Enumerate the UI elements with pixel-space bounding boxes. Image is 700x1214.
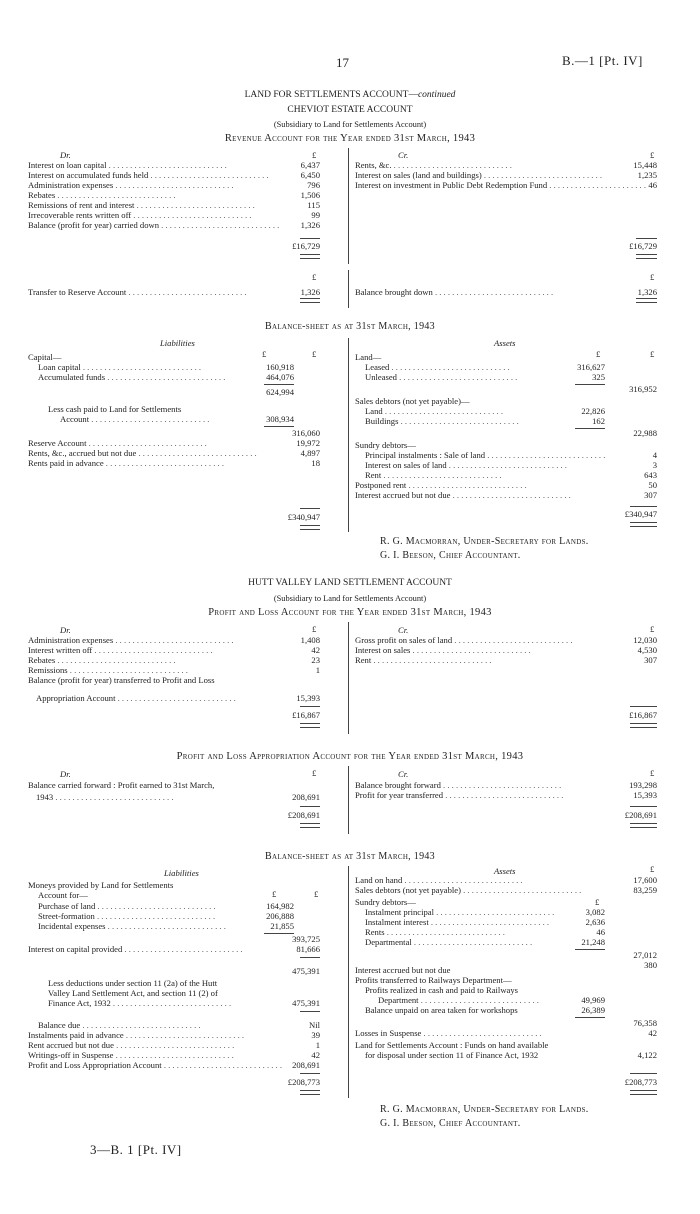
incidental-row: Incidental expenses . . 21,855 <box>38 921 294 932</box>
transfer-row: Transfer to Reserve Account . . 1,326 <box>28 287 320 298</box>
land-hand-row: Land on hand . . 17,600 <box>355 875 657 886</box>
cheviot-dr-row <box>28 170 320 180</box>
cheviot-dr-label: Interest on accumulated funds held . . <box>28 170 301 180</box>
pound-sign: £ <box>650 864 655 874</box>
hutt-dr-value: 23 <box>311 655 320 665</box>
hutt-cr-row <box>355 645 657 655</box>
sales-debtors-total: 22,988 <box>633 428 657 438</box>
purchase-row: Purchase of land . . 164,982 <box>38 901 294 912</box>
assets-heading: Assets <box>494 866 516 876</box>
dr-label: Dr. <box>60 769 71 779</box>
cheviot-dr-label: Irrecoverable rents written off . . <box>28 210 311 220</box>
sundry-total: 27,012 <box>633 950 657 960</box>
hutt-cr-label: Interest on sales . . <box>355 645 638 655</box>
cr-label: Cr. <box>398 769 409 779</box>
hutt-dr-total: £16,867 <box>292 710 320 720</box>
pound-sign: £ <box>650 272 655 282</box>
sundry-label: Sundry debtors— <box>355 897 416 907</box>
hutt-cr-total: £16,867 <box>629 710 657 720</box>
page-number: 17 <box>336 55 349 70</box>
signature-under-secretary: R. G. Macmorran, Under-Secretary for Lands. <box>380 536 589 547</box>
accum-funds-row: Accumulated funds . . 464,076 <box>38 372 294 383</box>
hutt-dr-label: Rebates . . <box>28 655 311 665</box>
hutt-dr-row <box>28 635 320 645</box>
app-dr-total: £208,691 <box>287 810 320 820</box>
cheviot-dr-row <box>28 180 320 190</box>
cheviot-dr-row <box>28 160 320 170</box>
pound-sign: £ <box>595 897 600 907</box>
cheviot-cr-list <box>355 160 657 190</box>
interest-sales-row: Interest on sales of land . . 3 <box>365 460 657 471</box>
pound-sign: £ <box>312 150 317 160</box>
cheviot-cr-row <box>355 180 657 190</box>
sundry-label: Sundry debtors— <box>355 440 416 450</box>
hutt-cr-row <box>355 655 657 665</box>
hutt-dr-row <box>28 655 320 665</box>
hutt-signature-accountant: G. I. Beeson, Chief Accountant. <box>380 1118 521 1129</box>
cheviot-dr-list <box>28 160 320 230</box>
rent-accr-row: Rent accrued but not due . . 1 <box>28 1040 320 1051</box>
lfs-row: for disposal under section 11 of Finance Act, 1932 4,122 <box>365 1050 657 1060</box>
hutt-signature-under-secretary: R. G. Macmorran, Under-Secretary for Lands. <box>380 1104 589 1115</box>
assets-heading: Assets <box>494 338 516 348</box>
hutt-dr-value: 42 <box>311 645 320 655</box>
cheviot-dr-value: 115 <box>307 200 320 210</box>
loan-capital-row: Loan capital . . 160,918 <box>38 362 294 373</box>
hutt-assets-total: £208,773 <box>624 1077 657 1087</box>
rent-row: Rent . . 643 <box>365 470 657 481</box>
app-cr-label: Balance brought forward . . <box>355 780 629 790</box>
hutt-cr-value: 4,530 <box>637 645 657 655</box>
pound-sign: £ <box>312 349 317 359</box>
hutt-dr-label: Administration expenses . . <box>28 635 301 645</box>
hutt-dr-value: 1,408 <box>300 635 320 645</box>
rents-advance-row: Rents paid in advance . . 18 <box>28 458 320 469</box>
hutt-app-title: Profit and Loss Appropriation Account for the Year ended 31st March, 1943 <box>176 751 524 762</box>
cheviot-dr-value: 6,450 <box>300 170 320 180</box>
cr-label: Cr. <box>398 150 409 160</box>
less-line-1: Less deductions under section 11 (2a) of the Hutt <box>48 978 218 988</box>
balance-unpaid-row: Balance unpaid on area taken for workshops 26,389 <box>365 1005 605 1015</box>
pound-sign: £ <box>650 624 655 634</box>
profits-label: Profits transferred to Railways Department— <box>355 975 512 985</box>
cheviot-subtitle: (Subsidiary to Land for Settlements Account) <box>273 120 427 129</box>
less-cash-label: Less cash paid to Land for Settlements <box>48 404 182 414</box>
pound-sign: £ <box>650 349 655 359</box>
cheviot-cr-label: Interest on investment in Public Debt Redemption Fund . . <box>355 180 648 190</box>
moneys-total: 393,725 <box>292 934 320 944</box>
hutt-pl-title: Profit and Loss Account for the Year ended 31st March, 1943 <box>208 607 492 618</box>
cheviot-dr-total: £16,729 <box>292 241 320 251</box>
cheviot-dr-value: 99 <box>311 210 320 220</box>
sales-debtors-row: Sales debtors (not yet payable) . . 83,259 <box>355 885 657 896</box>
hutt-dr-row <box>28 645 320 655</box>
cheviot-liab-total: £340,947 <box>287 512 320 522</box>
int-capital-row: Interest on capital provided . . 81,666 <box>28 944 320 955</box>
brought-down-row: Balance brought down . . 1,326 <box>355 287 657 298</box>
pound-sign: £ <box>314 889 319 899</box>
cheviot-revenue-title: Revenue Account for the Year ended 31st March, 1943 <box>224 133 476 144</box>
less-cash-row: Account . . 308,934 <box>60 414 294 425</box>
moneys-label: Moneys provided by Land for Settlements <box>28 880 174 890</box>
cheviot-cr-value: 1,235 <box>637 170 657 180</box>
hutt-title: HUTT VALLEY LAND SETTLEMENT ACCOUNT <box>248 578 452 588</box>
cheviot-dr-row <box>28 190 320 200</box>
app-cr-value: 193,298 <box>629 780 657 790</box>
hutt-dr-list <box>28 635 320 675</box>
dr-label: Dr. <box>60 625 71 635</box>
cheviot-assets-total: £340,947 <box>624 509 657 519</box>
app-cr-value: 15,393 <box>633 790 657 800</box>
rents-accrued-row: Rents, &c., accrued but not due . . 4,897 <box>28 448 320 459</box>
app-cr-label: Profit for year transferred . . <box>355 790 633 800</box>
cr-label: Cr. <box>398 625 409 635</box>
liabilities-heading: Liabilities <box>160 338 195 348</box>
inst-adv-row: Instalments paid in advance . . 39 <box>28 1030 320 1041</box>
capital-label: Capital— <box>28 352 62 362</box>
interest-accrued-row: Interest accrued but not due . . 307 <box>355 490 657 501</box>
hutt-cr-value: 12,030 <box>633 635 657 645</box>
app-dr-row: 1943 . . 208,691 <box>36 792 320 803</box>
app-cr-row <box>355 780 657 790</box>
sd-buildings-row: Buildings . . 162 <box>365 416 605 427</box>
hutt-dr-value: 1 <box>315 665 320 675</box>
hutt-subtitle: (Subsidiary to Land for Settlements Account) <box>273 594 427 603</box>
dr-label: Dr. <box>60 150 71 160</box>
principal-row: Principal instalments : Sale of land . . 4 <box>365 450 657 461</box>
cheviot-dr-row <box>28 210 320 220</box>
cheviot-title: CHEVIOT ESTATE ACCOUNT <box>287 105 413 115</box>
street-row: Street-formation . . 206,888 <box>38 911 294 922</box>
hutt-cr-value: 307 <box>644 655 657 665</box>
liabilities-heading: Liabilities <box>164 868 199 878</box>
hutt-dr-row <box>28 665 320 675</box>
bal-due-row: Balance due . . Nil <box>38 1020 320 1031</box>
app-cr-total: £208,691 <box>624 810 657 820</box>
land-total: 316,952 <box>629 384 657 394</box>
capital-subtotal: 624,994 <box>266 387 294 397</box>
postponed-row: Postponed rent . . 50 <box>355 480 657 491</box>
profits-dept-row: Department . . 49,969 <box>378 995 605 1006</box>
hutt-subtotal: 475,391 <box>292 966 320 976</box>
cheviot-dr-label: Rebates . . <box>28 190 301 200</box>
hutt-cr-list <box>355 635 657 665</box>
app-cr-row <box>355 790 657 800</box>
cheviot-dr-value: 1,326 <box>300 220 320 230</box>
pound-sign: £ <box>272 889 277 899</box>
writings-row: Writings-off in Suspense . . 42 <box>28 1050 320 1061</box>
net-capital: 316,060 <box>292 428 320 438</box>
lfs-label: Land for Settlements Account : Funds on hand available <box>355 1040 549 1050</box>
cheviot-cr-label: Rents, &c. . . <box>355 160 633 170</box>
cheviot-dr-label: Balance (profit for year) carried down . . <box>28 220 301 230</box>
losses-row: Losses in Suspense . . 42 <box>355 1028 657 1039</box>
hutt-cr-row <box>355 635 657 645</box>
cheviot-dr-label: Administration expenses . . <box>28 180 307 190</box>
land-label: Land— <box>355 352 382 362</box>
app-dr-label: Balance carried forward : Profit earned to 31st March, <box>28 780 215 790</box>
cheviot-cr-row <box>355 160 657 170</box>
hutt-dr-label: Remissions . . <box>28 665 316 675</box>
cheviot-cr-label: Interest on sales (land and buildings) . . <box>355 170 638 180</box>
section-title: LAND FOR SETTLEMENTS ACCOUNT—continued <box>244 90 456 100</box>
int-accrued-label: Interest accrued but not due <box>355 965 451 975</box>
hutt-balance-row: Appropriation Account . . 15,393 <box>36 693 320 704</box>
sd-land-row: Land . . 22,826 <box>365 406 605 417</box>
cheviot-cr-value: 15,448 <box>633 160 657 170</box>
pound-sign: £ <box>262 349 267 359</box>
profits-total: 76,358 <box>633 1018 657 1028</box>
cheviot-dr-value: 796 <box>307 180 320 190</box>
int-accrued-value: 380 <box>644 960 657 970</box>
unleased-row: Unleased . . 325 <box>365 372 605 383</box>
pound-sign: £ <box>312 624 317 634</box>
cheviot-dr-value: 1,506 <box>300 190 320 200</box>
less-row: Finance Act, 1932 . . 475,391 <box>48 998 320 1009</box>
hutt-cr-label: Gross profit on sales of land . . <box>355 635 633 645</box>
cheviot-dr-row <box>28 200 320 210</box>
hutt-liab-total: £208,773 <box>287 1077 320 1087</box>
cheviot-dr-label: Interest on loan capital . . <box>28 160 301 170</box>
pound-sign: £ <box>650 150 655 160</box>
less-line-2: Valley Land Settlement Act, and section 11 (2) of <box>48 988 218 998</box>
profits-label-2: Profits realized in cash and paid to Railways <box>365 985 518 995</box>
cheviot-cr-row <box>355 170 657 180</box>
pl-app-row: Profit and Loss Appropriation Account . . 208,691 <box>28 1060 320 1071</box>
inst-principal-row: Instalment principal . . 3,082 <box>365 907 605 918</box>
pound-sign: £ <box>596 349 601 359</box>
cheviot-dr-row <box>28 220 320 230</box>
departmental-row: Departmental . . 21,248 <box>365 937 605 948</box>
cheviot-dr-value: 6,437 <box>300 160 320 170</box>
pound-sign: £ <box>312 272 317 282</box>
hutt-bs-title: Balance-sheet as at 31st March, 1943 <box>265 851 435 862</box>
cheviot-cr-total: £16,729 <box>629 241 657 251</box>
moneys-label-2: Account for— <box>38 890 88 900</box>
cheviot-bs-title: Balance-sheet as at 31st March, 1943 <box>265 321 435 332</box>
page-reference: B.—1 [Pt. IV] <box>562 53 643 68</box>
hutt-cr-label: Rent . . <box>355 655 644 665</box>
pound-sign: £ <box>312 768 317 778</box>
cheviot-dr-label: Remissions of rent and interest . . <box>28 200 307 210</box>
reserve-row: Reserve Account . . 19,972 <box>28 438 320 449</box>
cheviot-cr-value: 46 <box>648 180 657 190</box>
leased-row: Leased . . 316,627 <box>365 362 605 373</box>
inst-interest-row: Instalment interest . . 2,636 <box>365 917 605 928</box>
sales-debtors-label: Sales debtors (not yet payable)— <box>355 396 470 406</box>
app-cr-list <box>355 780 657 800</box>
hutt-balance-label: Balance (profit for year) transferred to Profit and Loss <box>28 675 215 685</box>
footer-reference: 3—B. 1 [Pt. IV] <box>90 1142 182 1157</box>
rents-row: Rents . . 46 <box>365 927 605 938</box>
pound-sign: £ <box>650 768 655 778</box>
signature-accountant: G. I. Beeson, Chief Accountant. <box>380 550 521 561</box>
hutt-dr-label: Interest written off . . <box>28 645 311 655</box>
